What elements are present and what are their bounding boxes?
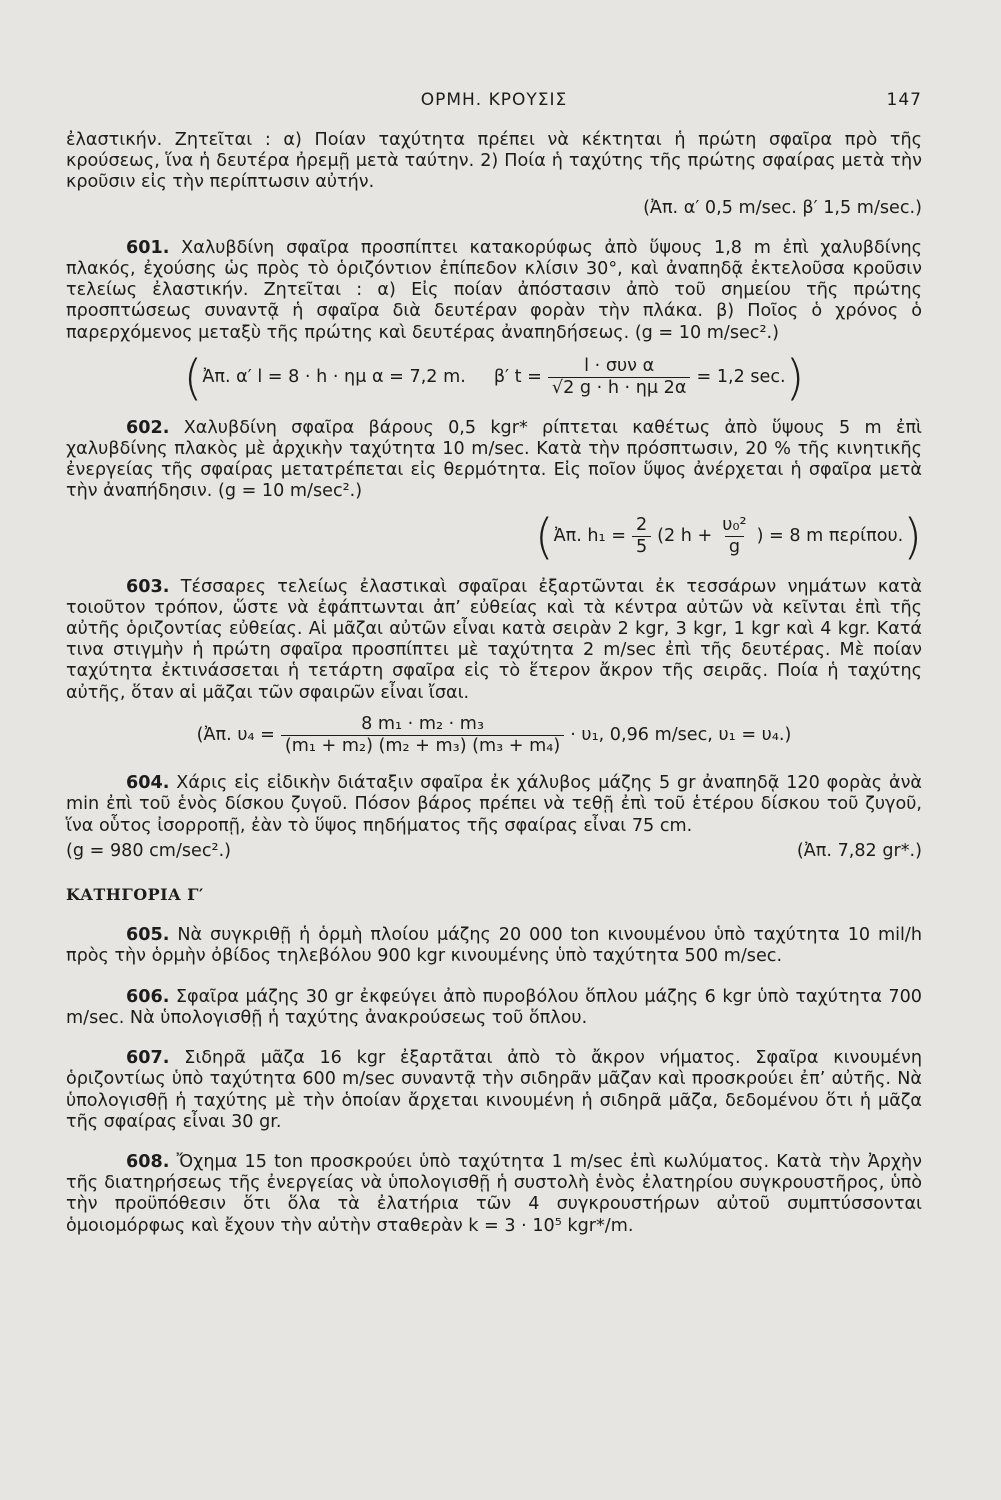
- answer-prefix: Ἀπ. h₁ =: [553, 526, 626, 547]
- problem-number: 606.: [126, 986, 170, 1007]
- answer-a: Ἀπ. α′ l = 8 · h · ημ α = 7,2 m.: [202, 367, 466, 388]
- intro-text: ἐλαστικήν. Ζητεῖται : α) Ποίαν ταχύτητα πρέπει νὰ κέκτηται ἡ πρώτη σφαῖρα πρὸ τῆς κρούσεως, ἵνα ἡ δευτέρα ἠρεμῇ μετὰ ταύτην. 2) Ποία ἡ ταχύτης τῆς πρώτης σφαίρας μετὰ τὴν κροῦσιν εἰς τὴν περίπτωσιν αὐτήν.: [66, 130, 922, 193]
- problem-602-answer: ( Ἀπ. h₁ = $\frac{2}{5}$ (2 h + $\frac{\text{υ₀²}}{g}$ ) = 8 m περίπου. ): [534, 508, 922, 565]
- answer-b-suffix: = 1,2 sec.: [696, 367, 786, 388]
- answer-suffix: ) = 8 m περίπου.: [756, 526, 904, 547]
- problem-601: [66, 238, 922, 344]
- problem-text: Χαλυβδίνη σφαῖρα βάρους 0,5 kgr* ρίπτεται καθέτως ἀπὸ ὕψους 5 m ἐπὶ χαλυβδίνης πλακὸς μὲ ἀρχικὴν ταχύτητα 10 m/sec. Κατὰ τὴν πρόσπτωσιν, 20 % τῆς κινητικῆς ἐνεργείας τῆς σφαίρας μετατρέπεται εἰς θερμότητα. Εἰς ποῖον ὕψος ἀνέρχεται ἡ σφαῖρα μετὰ τὴν ἀναπήδησιν. (g = 10 m/sec².): [66, 417, 923, 502]
- problem-606: [66, 987, 922, 1029]
- fraction-numerator: 8 m₁ · m₂ · m₃: [361, 713, 484, 734]
- running-header: [66, 90, 922, 114]
- fraction-denominator: √2 g · h · ημ 2α: [548, 377, 691, 399]
- answer-b-fraction: [548, 356, 691, 399]
- answer-fraction-2: [718, 515, 750, 558]
- problem-607: [66, 1048, 922, 1133]
- answer-middle: (2 h +: [657, 526, 713, 547]
- answer-suffix: · υ₁, 0,96 m/sec, υ₁ = υ₄.): [570, 724, 792, 745]
- page-number: 147: [886, 90, 922, 110]
- problem-603: [66, 577, 922, 704]
- problem-number: 608.: [126, 1151, 170, 1172]
- problem-604: [66, 773, 922, 837]
- problem-602: [66, 418, 922, 503]
- fraction-numerator: 2: [635, 514, 648, 535]
- problem-given: (g = 10 m/sec².): [634, 322, 779, 343]
- problem-given: (g = 980 cm/sec².): [66, 840, 232, 861]
- fraction-numerator: l · συν α: [584, 356, 655, 377]
- problem-text: Σιδηρᾶ μᾶζα 16 kgr ἐξαρτᾶται ἀπὸ τὸ ἄκρον νήματος. Σφαῖρα κινουμένη ὁριζοντίως ὑπὸ ταχύτητα 600 m/sec συναντᾷ τὴν σιδηρᾶν μᾶζαν καὶ προσκρούει ἐπ’ αὐτῆς. Νὰ ὑπολογισθῇ ἡ ταχύτης μὲ τὴν ὁποίαν ἄρχεται κινουμένη ἡ σιδηρᾶ μᾶζα, δεδομένου ὅτι ἡ μᾶζα τῆς σφαίρας εἶναι 30 gr.: [66, 1048, 922, 1132]
- problem-608: [66, 1152, 922, 1237]
- problem-605: [66, 925, 922, 967]
- fraction-numerator: υ₀²: [722, 514, 747, 535]
- answer-fraction: [281, 714, 564, 757]
- intro-answer: (Ἀπ. α′ 0,5 m/sec. β′ 1,5 m/sec.): [643, 197, 922, 218]
- problem-number: 604.: [126, 773, 170, 794]
- problem-601-answer: ( Ἀπ. α′ l = 8 · h · ημ α = 7,2 m. β′ t = $\frac{\text{l · συν α}}{√2 g \cdot h \cdot \eta\mu 2\alpha}$ = 1,2 sec. ): [183, 349, 805, 406]
- fraction-denominator: g: [725, 536, 744, 558]
- intro-paragraph: [66, 130, 922, 194]
- answer-b-prefix: β′ t =: [493, 367, 542, 388]
- problem-text: Νὰ συγκριθῇ ἡ ὁρμὴ πλοίου μάζης 20 000 ton κινουμένου ὑπὸ ταχύτητα 10 mil/h πρὸς τὴν ὁρμὴν ὀβίδος τηλεβόλου 900 kgr κινουμένης ὑπὸ ταχύτητα 500 m/sec.: [66, 925, 923, 967]
- chapter-title: ΟΡΜΗ. ΚΡΟΥΣΙΣ: [420, 90, 568, 110]
- problem-number: 607.: [126, 1048, 170, 1069]
- problem-number: 605.: [126, 925, 170, 946]
- problem-number: 602.: [126, 417, 170, 438]
- category-heading: ΚΑΤΗΓΟΡΙΑ Γ′: [66, 885, 204, 905]
- problem-text: Χάρις εἰς εἰδικὴν διάταξιν σφαῖρα ἐκ χάλυβος μάζης 5 gr ἀναπηδᾷ 120 φορὰς ἀνὰ min ἐπὶ τοῦ ἑνὸς δίσκου ζυγοῦ. Πόσον βάρος πρέπει νὰ τεθῇ ἐπὶ τοῦ ἑτέρου δίσκου τοῦ ζυγοῦ, ἵνα οὗτος ἰσορροπῇ, ἐὰν τὸ ὕψος πηδήματος τῆς σφαίρας εἶναι 75 cm.: [66, 773, 922, 836]
- problem-text: Ὄχημα 15 ton προσκρούει ὑπὸ ταχύτητα 1 m/sec ἐπὶ κωλύματος. Κατὰ τὴν Ἀρχὴν τῆς διατηρήσεως τῆς ἐνεργείας νὰ ὑπολογισθῇ ἡ συστολὴ ἑνὸς ἐλατηρίου συγκρουστῆρος, ὑπὸ τὴν προϋπόθεσιν ὅτι ὅλα τὰ ἐλατήρια τῶν 4 συγκρουστήρων αὐτοῦ συμπτύσσονται ὁμοιομόρφως καὶ ἔχουν τὴν αὐτὴν σταθερὰν k = 3 · 10⁵ kgr*/m.: [66, 1151, 923, 1236]
- answer-prefix: (Ἀπ. υ₄ =: [196, 724, 275, 745]
- problem-number: 603.: [126, 576, 170, 597]
- problem-number: 601.: [126, 237, 170, 258]
- problem-603-answer: [66, 714, 922, 757]
- problem-text: Σφαῖρα μάζης 30 gr ἐκφεύγει ἀπὸ πυροβόλου ὅπλου μάζης 6 kgr ὑπὸ ταχύτητα 700 m/sec. Νὰ ὑπολογισθῇ ἡ ταχύτης ἀνακρούσεως τοῦ ὅπλου.: [66, 986, 923, 1028]
- problem-text: Τέσσαρες τελείως ἐλαστικαὶ σφαῖραι ἐξαρτῶνται ἐκ τεσσάρων νημάτων κατὰ τοιοῦτον τρόπον, ὥστε νὰ ἐφάπτωνται ἀπ’ εὐθείας καὶ τὰ κέντρα αὐτῶν νὰ κεῖνται ἐπὶ τῆς αὐτῆς ὁριζοντίας εὐθείας. Αἱ μᾶζαι αὐτῶν εἶναι κατὰ σειρὰν 2 kgr, 3 kgr, 1 kgr καὶ 4 kgr. Κατά τινα στιγμὴν ἡ πρώτη σφαῖρα προσπίπτει μὲ ταχύτητα 2 m/sec ἐπὶ τῆς δευτέρας. Μὲ ποίαν ταχύτητα ἐκτινάσσεται ἡ τετάρτη σφαῖρα εἰς τὸ ἕτερον ἄκρον τῆς σειρᾶς. Ποία ἡ ταχύτης αὐτῆς, ὅταν αἱ μᾶζαι τῶν σφαιρῶν εἶναι ἴσαι.: [66, 576, 923, 703]
- fraction-denominator: (m₁ + m₂) (m₂ + m₃) (m₃ + m₄): [281, 735, 564, 757]
- page-content: [66, 130, 922, 1256]
- problem-604-answer-row: [66, 841, 922, 862]
- answer-fraction: [632, 515, 651, 558]
- fraction-denominator: 5: [632, 536, 651, 558]
- problem-answer: (Ἀπ. 7,82 gr*.): [796, 840, 922, 861]
- problem-text: Χαλυβδίνη σφαῖρα προσπίπτει κατακορύφως ἀπὸ ὕψους 1,8 m ἐπὶ χαλυβδίνης πλακός, ἐχούσης ὡς πρὸς τὸ ὁριζόντιον ἐπίπεδον κλίσιν 30°, καὶ ἀναπηδᾷ ἐκτελοῦσα κροῦσιν τελείως ἐλαστικήν. Ζητεῖται : α) Εἰς ποίαν ἀπόστασιν ἀπὸ τοῦ σημείου τῆς πρώτης προσπτώσεως συναντᾷ ἡ σφαῖρα διὰ δευτέραν φορὰν τὴν πλάκα. β) Ποῖος ὁ χρόνος ὁ παρερχόμενος μεταξὺ τῆς πρώτης καὶ δευτέρας ἀναπηδήσεως.: [66, 237, 923, 343]
